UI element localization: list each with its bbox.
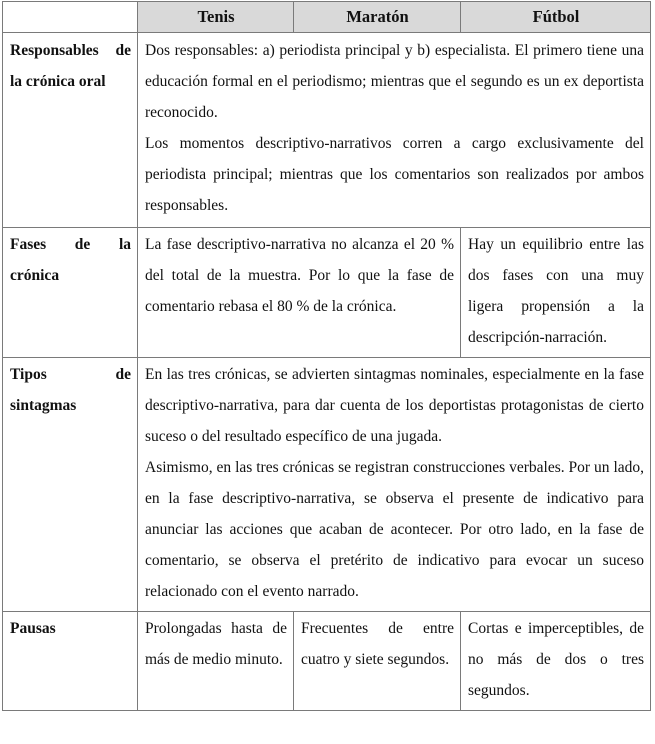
pausas-tenis-cell [138,612,294,711]
pausas-futbol-text: Cortas e imperceptibles, de no más de dos o tres segundos. [468,620,644,699]
header-blank-cell [3,2,138,33]
row-label-tipos [3,358,138,612]
row-label-pausas [3,612,138,711]
tipos-paragraph-2: Asimismo, en las tres crónicas se registran construcciones verbales. Por un lado, en la fase descriptivo-narrativa, se observa el presente de indicativo para anunciar las acciones que acaban de acontecer. Por otro lado, en la fase de comentario, se observa el pretérito de indicativo para evocar un suceso relacionado con el evento narrado. [145,459,644,600]
pausas-futbol-cell [461,612,651,711]
fases-futbol-cell [461,228,651,358]
responsables-paragraph-2: Los momentos descriptivo-narrativos corren a cargo exclusivamente del periodista principal; mientras que los comentarios son realizados por ambos responsables. [145,135,644,214]
row-label-text: Pausas [10,620,56,637]
fases-tenis-maraton-text: La fase descriptivo-narrativa no alcanza el 20 % del total de la muestra. Por lo que la fase de comentario rebasa el 80 % de la crónica. [145,236,454,315]
caption-remnant [0,738,655,744]
tipos-content-cell [138,358,651,612]
comparison-table [2,1,651,711]
responsables-paragraph-1: Dos responsables: a) periodista principal y b) especialista. El primero tiene una educación formal en el periodismo; mientras que el segundo es un ex deportista reconocido. [145,42,644,121]
header-futbol: Fútbol [461,2,651,33]
pausas-maraton-text: Frecuentes de entre cuatro y siete segundos. [301,620,454,668]
row-label-fases [3,228,138,358]
row-label-responsables [3,33,138,228]
table-row-pausas [3,612,651,711]
fases-tenis-maraton-cell [138,228,461,358]
pausas-maraton-cell [294,612,461,711]
row-label-text: Tipos de sintagmas [10,366,131,414]
header-maraton: Maratón [294,2,461,33]
table-row-fases [3,228,651,358]
responsables-content-cell [138,33,651,228]
header-tenis: Tenis [138,2,294,33]
table-row-tipos [3,358,651,612]
header-row [3,2,651,33]
table-row-responsables [3,33,651,228]
fases-futbol-text: Hay un equilibrio entre las dos fases con una muy ligera propensión a la descripción-narración. [468,236,644,346]
row-label-text: Fases de la crónica [10,236,131,284]
row-label-text: Responsables de la crónica oral [10,42,131,90]
tipos-paragraph-1: En las tres crónicas, se advierten sintagmas nominales, especialmente en la fase descriptivo-narrativa, para dar cuenta de los deportistas protagonistas de cierto suceso o del resultado específico de una jugada. [145,366,644,445]
pausas-tenis-text: Prolongadas hasta de más de medio minuto. [145,620,287,668]
